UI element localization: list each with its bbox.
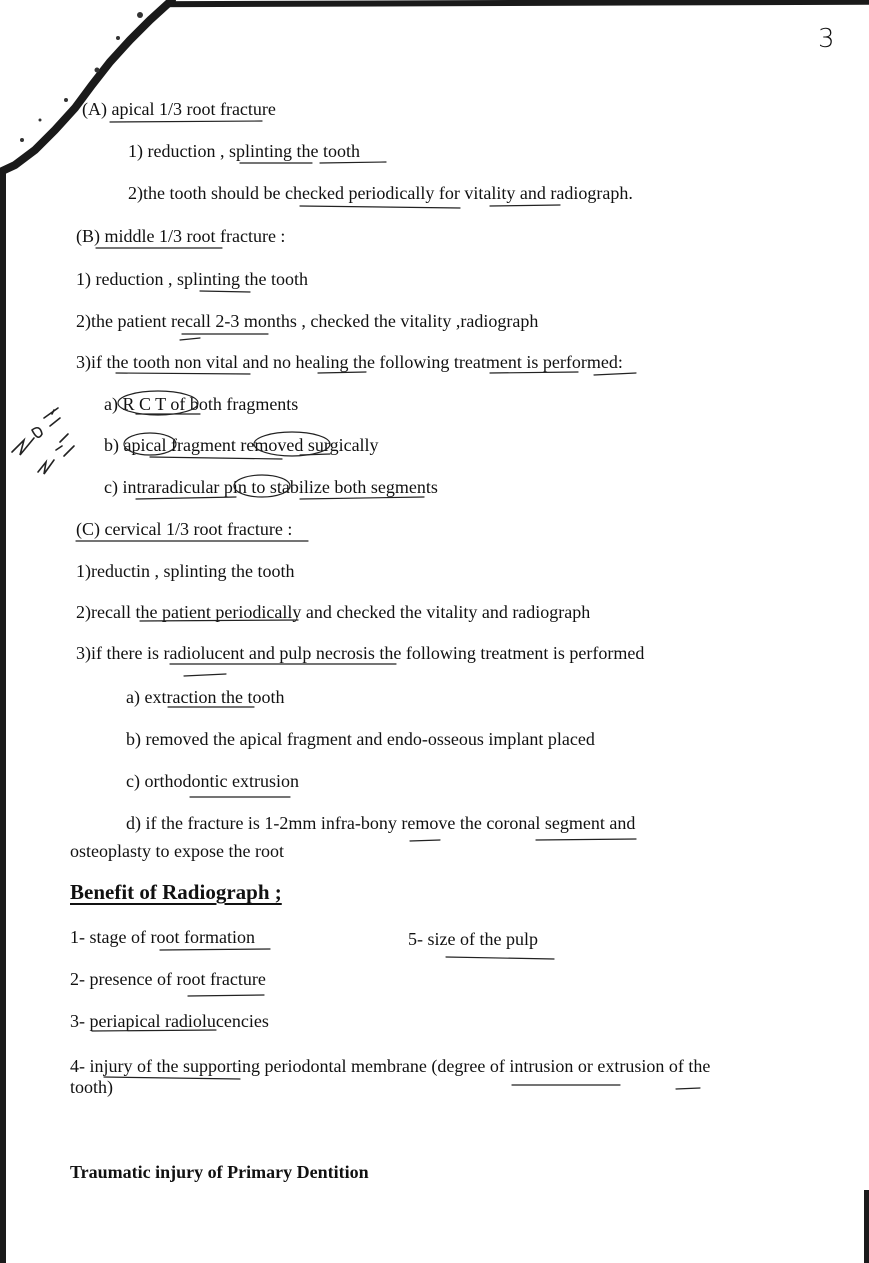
section-c-subitem-a: a) extraction the tooth	[126, 687, 285, 707]
section-c-heading: (C) cervical 1/3 root fracture :	[76, 519, 293, 539]
scan-edge-left	[0, 150, 6, 1263]
section-b-subitem-b: b) apical fragment removed surgically	[104, 435, 379, 455]
section-b-subitem-a: a) R C T of both fragments	[104, 394, 299, 414]
section-a-item-2: 2)the tooth should be checked periodically for vitality and radiograph.	[128, 183, 633, 203]
section-c-subitem-d-continued: osteoplasty to expose the root	[70, 841, 284, 861]
section-c-subitem-d: d) if the fracture is 1-2mm infra-bony remove the coronal segment and	[126, 813, 636, 833]
section-b-item-2: 2)the patient recall 2-3 months , checked the vitality ,radiograph	[76, 311, 539, 331]
benefit-item-1: 1- stage of root formation	[70, 927, 255, 947]
benefit-item-2: 2- presence of root fracture	[70, 969, 266, 989]
next-section-heading: Traumatic injury of Primary Dentition	[70, 1162, 369, 1182]
scan-edge-right	[864, 1190, 869, 1263]
section-c-subitem-b: b) removed the apical fragment and endo-osseous implant placed	[126, 729, 595, 749]
benefit-heading: Benefit of Radiograph ;	[70, 880, 282, 904]
section-b-item-1: 1) reduction , splinting the tooth	[76, 269, 308, 289]
scan-edge-top	[150, 0, 869, 7]
section-c-item-3: 3)if there is radiolucent and pulp necrosis the following treatment is performed	[76, 643, 645, 663]
benefit-item-5: 5- size of the pulp	[408, 929, 538, 949]
section-a-heading: (A) apical 1/3 root fracture	[82, 99, 276, 119]
benefit-item-4: 4- injury of the supporting periodontal membrane (degree of intrusion or extrusion of the	[70, 1056, 711, 1076]
section-c-subitem-c: c) orthodontic extrusion	[126, 771, 299, 791]
section-b-subitem-c: c) intraradicular pin to stabilize both segments	[104, 477, 438, 497]
benefit-item-3: 3- periapical radiolucencies	[70, 1011, 269, 1031]
section-b-item-3: 3)if the tooth non vital and no healing the following treatment is performed:	[76, 352, 623, 372]
section-a-item-1: 1) reduction , splinting the tooth	[128, 141, 360, 161]
section-c-item-2: 2)recall the patient periodically and checked the vitality and radiograph	[76, 602, 591, 622]
section-c-item-1: 1)reductin , splinting the tooth	[76, 561, 295, 581]
section-b-heading: (B) middle 1/3 root fracture :	[76, 226, 286, 246]
page-number: 3	[818, 24, 835, 54]
handwritten-note	[2, 400, 82, 490]
benefit-item-4-continued: tooth)	[70, 1077, 113, 1097]
